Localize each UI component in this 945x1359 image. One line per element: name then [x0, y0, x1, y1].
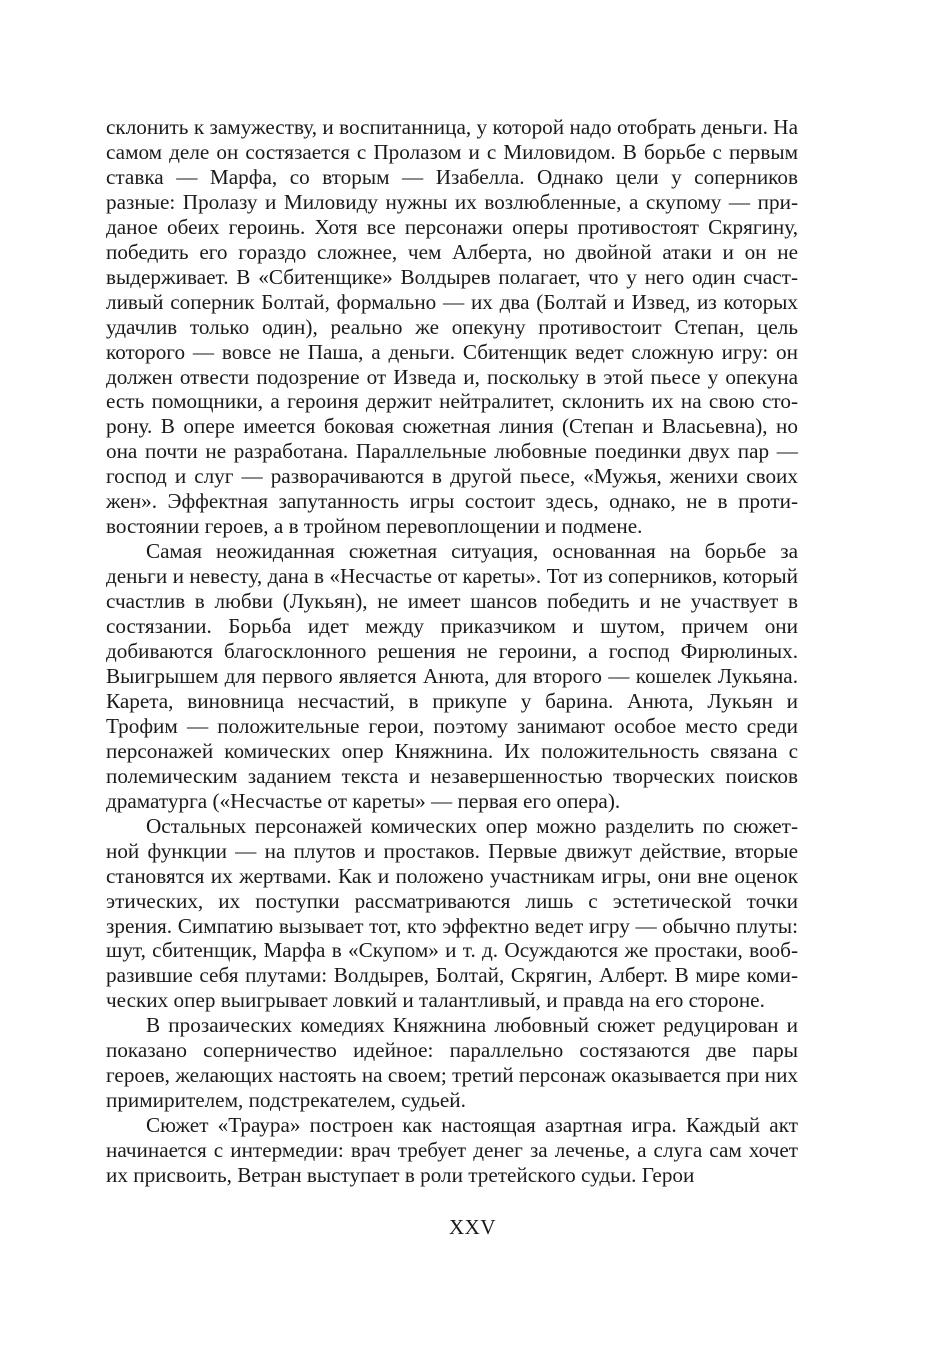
paragraph-2: Самая неожиданная сюжетная ситуация, основанная на борьбе за деньги и невесту, дана в «Несчастье от кареты». Тот из соперников, который счастлив в любви (Лукьян), не имеет шансов победить и не участвует в состязании. Борьба идет между приказчиком и шутом, причем они добиваются благосклонного решения не героини, а господ Фирюлиных. Выигрышем для первого является Анюта, для второго — кошелек Лукьяна. Карета, виновница несчастий, в прикупе у барина. Анюта, Лукьян и Трофим — положительные герои, поэтому занимают особое место среди персонажей комических опер Княжнина. Их положительность связана с полемическим заданием текста и незавершенностью творческих поисков драматурга («Несчастье от кареты» — первая его опера). — [106, 539, 798, 813]
paragraph-1: склонить к замужеству, и воспитанница, у которой надо отобрать деньги. На самом деле он состязается с Пролазом и с Миловидом. В борьбе с первым ставка — Марфа, со вторым — Изабелла. Однако цели у соперников разные: Пролазу и Миловиду нужны их возлюбленные, а скупому — приданое обеих героинь. Хотя все персонажи оперы противостоят Скрягину, победить его гораздо сложнее, чем Алберта, но двойной атаки и он не выдерживает. В «Сбитенщике» Волдырев полагает, что у него один счастливый соперник Болтай, формально — их два (Болтай и Извед, из которых удачлив только один), реально же опекуну противостоит Степан, цель которого — вовсе не Паша, а деньги. Сбитенщик ведет сложную игру: он должен отвести подозрение от Изведа и, поскольку в этой пьесе у опекуна есть помощники, а героиня держит нейтралитет, склонить их на свою сторону. В опере имеется боковая сюжетная линия (Степан и Власьевна), но она почти не разработана. Параллельные любовные поединки двух пар — господ и слуг — разворачиваются в другой пьесе, «Мужья, женихи своих жен». Эффектная запутанность игры состоит здесь, однако, не в противостоянии героев, а в тройном перевоплощении и подмене. — [106, 115, 798, 539]
body-text — [106, 115, 798, 1188]
paragraph-4: В прозаических комедиях Княжнина любовный сюжет редуцирован и показано соперничество идейное: параллельно состязаются две пары героев, желающих настоять на своем; третий персонаж оказывается при них примирителем, подстрекателем, судьей. — [106, 1013, 798, 1113]
paragraph-3: Остальных персонажей комических опер можно разделить по сюжетной функции — на плутов и простаков. Первые движут действие, вторые становятся их жертвами. Как и положено участникам игры, они вне оценок этических, их поступки рассматриваются лишь с эстетической точки зрения. Симпатию вызывает тот, кто эффектно ведет игру — обычно плуты: шут, сбитенщик, Марфа в «Скупом» и т. д. Осуждаются же простаки, вообразившие себя плутами: Волдырев, Болтай, Скрягин, Алберт. В мире комических опер выигрывает ловкий и талантливый, и правда на его стороне. — [106, 813, 798, 1013]
page-number: XXV — [449, 1215, 496, 1239]
paragraph-5: Сюжет «Траура» построен как настоящая азартная игра. Каждый акт начинается с интермедии: врач требует денег за леченье, а слуга сам хочет их присвоить, Ветран выступает в роли третейского судьи. Герои — [106, 1113, 798, 1188]
